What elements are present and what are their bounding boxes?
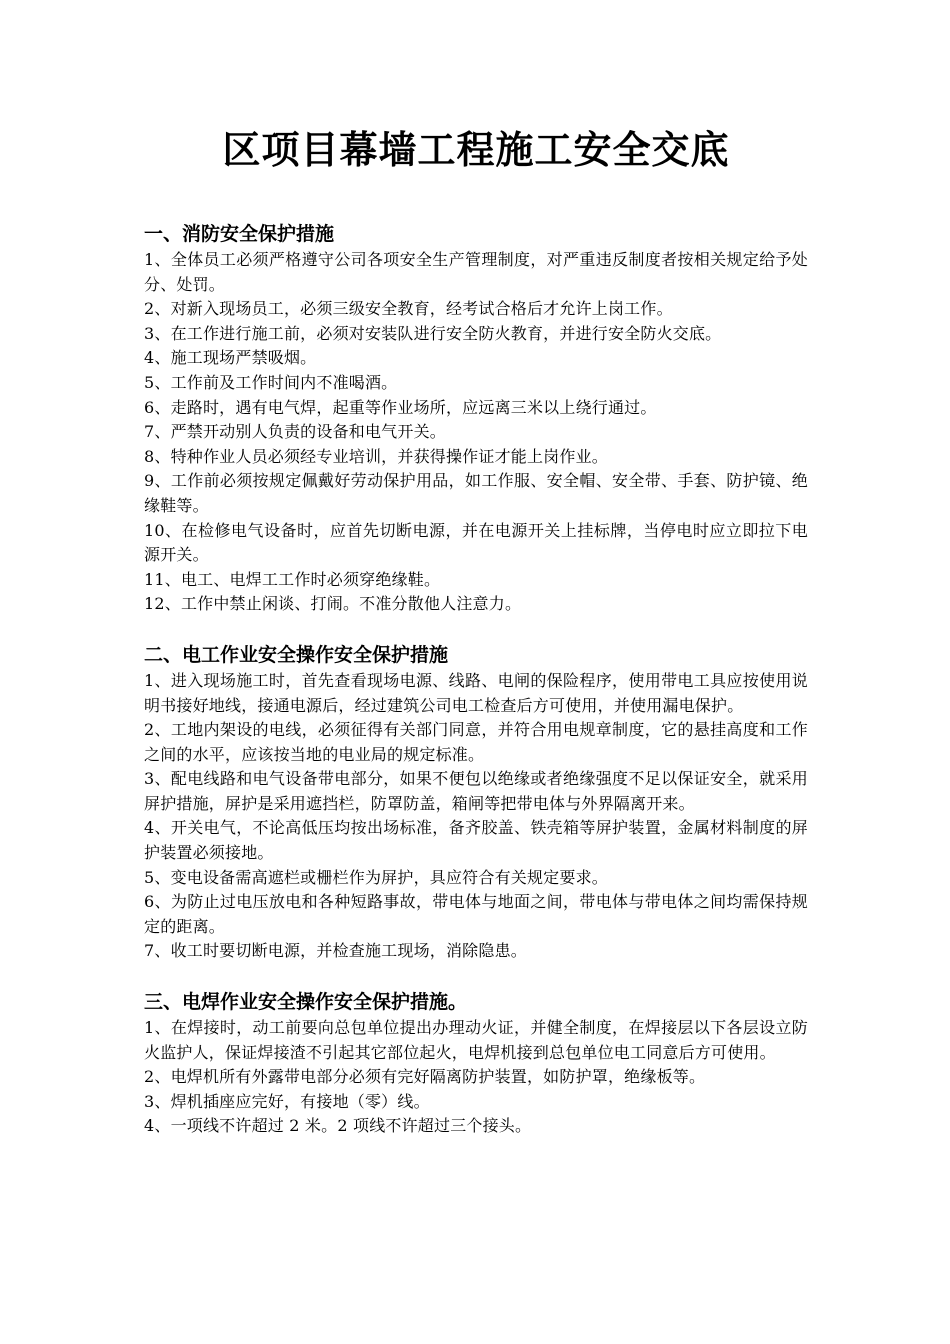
list-item: 2、对新入现场员工，必须三级安全教育，经考试合格后才允许上岗工作。 [144,299,673,319]
list-item: 8、特种作业人员必须经专业培训，并获得操作证才能上岗作业。 [144,446,608,466]
section-heading: 一、消防安全保护措施 [144,223,335,245]
list-item: 1、全体员工必须严格遵守公司各项安全生产管理制度，对严重违反制度者按相关规定给予处分、处罚。 [144,250,808,294]
list-item: 2、工地内架设的电线，必须征得有关部门同意，并符合用电规章制度，它的悬挂高度和工作之间的水平，应该按当地的电业局的规定标准。 [144,720,808,764]
list-item: 1、进入现场施工时，首先查看现场电源、线路、电闸的保险程序，使用带电工具应按使用说明书接好地线，接通电源后，经过建筑公司电工检查后方可使用，并使用漏电保护。 [144,670,808,715]
list-item: 3、在工作进行施工前，必须对安装队进行安全防火教育，并进行安全防火交底。 [144,323,722,343]
list-item: 10、在检修电气设备时，应首先切断电源，并在电源开关上挂标牌，当停电时应立即拉下电源开关。 [144,520,808,565]
list-item: 3、焊机插座应完好，有接地（零）线。 [144,1091,430,1111]
section-electrician-safety [144,641,808,964]
section-fire-safety [144,220,808,617]
list-item: 4、一项线不许超过 2 米。2 项线不许超过三个接头。 [144,1116,532,1136]
list-item: 2、电焊机所有外露带电部分必须有完好隔离防护装置，如防护罩，绝缘板等。 [144,1067,706,1087]
list-item: 4、开关电气，不论高低压均按出场标准，备齐胶盖、铁壳箱等屏护装置，金属材料制度的屏护装置必须接地。 [144,818,808,863]
list-item: 6、为防止过电压放电和各种短路事故，带电体与地面之间，带电体与带电体之间均需保持规定的距离。 [144,892,808,936]
list-item: 7、收工时要切断电源，并检查施工现场，消除隐患。 [144,941,527,961]
list-item: 5、工作前及工作时间内不准喝酒。 [144,372,398,392]
list-item: 4、施工现场严禁吸烟。 [144,348,317,368]
list-item: 1、在焊接时，动工前要向总包单位提出办理动火证，并健全制度，在焊接层以下各层设立防火监护人，保证焊接渣不引起其它部位起火，电焊机接到总包单位电工同意后方可使用。 [144,1018,808,1062]
list-item: 6、走路时，遇有电气焊，起重等作业场所，应远离三米以上绕行通过。 [144,397,657,417]
list-item: 12、工作中禁止闲谈、打闹。不准分散他人注意力。 [144,594,522,614]
list-item: 3、配电线路和电气设备带电部分，如果不便包以绝缘或者绝缘强度不足以保证安全，就采用屏护措施，屏护是采用遮挡栏，防罩防盖，箱闸等把带电体与外界隔离开来。 [144,769,808,813]
document-body [144,220,808,1163]
document-title: 区项目幕墙工程施工安全交底 [222,128,730,172]
list-item: 5、变电设备需高遮栏或栅栏作为屏护，具应符合有关规定要求。 [144,867,608,887]
section-heading: 三、电焊作业安全操作安全保护措施。 [144,991,468,1014]
section-heading: 二、电工作业安全操作安全保护措施 [144,643,449,666]
section-welding-safety [144,988,808,1139]
list-item: 9、工作前必须按规定佩戴好劳动保护用品，如工作服、安全帽、安全带、手套、防护镜、绝缘鞋等。 [144,471,808,515]
list-item: 11、电工、电焊工工作时必须穿绝缘鞋。 [144,569,441,589]
list-item: 7、严禁开动别人负责的设备和电气开关。 [144,422,446,442]
